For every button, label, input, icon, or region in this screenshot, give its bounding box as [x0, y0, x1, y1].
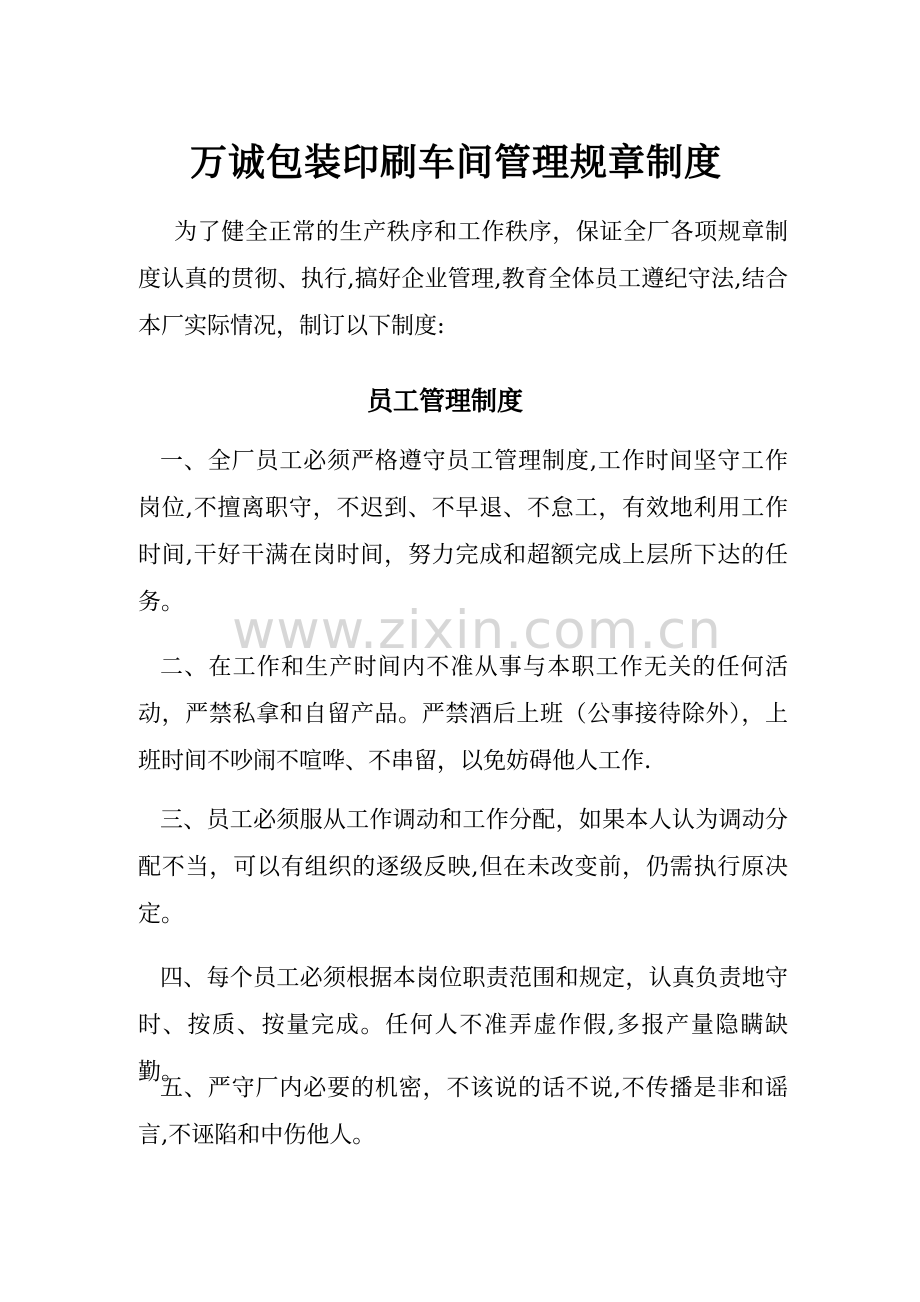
rule-paragraph-3: 三、员工必须服从工作调动和工作分配，如果本人认为调动分配不当，可以有组织的逐级反映,但在未改变前，仍需执行原决定。 — [138, 807, 788, 927]
intro-paragraph: 为了健全正常的生产秩序和工作秩序，保证全厂各项规章制度认真的贯彻、执行,搞好企业管理,教育全体员工遵纪守法,结合本厂实际情况，制订以下制度: — [138, 219, 788, 339]
document-title: 万诚包装印刷车间管理规章制度 — [190, 140, 722, 184]
rule-paragraph-5: 五、严守厂内必要的机密，不该说的话不说,不传播是非和谣言,不诬陷和中伤他人。 — [138, 1075, 788, 1148]
section-heading: 员工管理制度 — [366, 387, 523, 417]
watermark: www.zixin.com.cn — [232, 600, 722, 661]
rule-paragraph-1: 一、全厂员工必须严格遵守员工管理制度,工作时间坚守工作岗位,不擅离职守，不迟到、不早退、不怠工，有效地利用工作时间,干好干满在岗时间，努力完成和超额完成上层所下达的任务。 — [138, 448, 788, 615]
rule-paragraph-2: 二、在工作和生产时间内不准从事与本职工作无关的任何活动，严禁私拿和自留产品。严禁酒后上班（公事接待除外），上班时间不吵闹不喧哗、不串留，以免妨碍他人工作. — [138, 654, 788, 774]
rule-paragraph-4: 四、每个员工必须根据本岗位职责范围和规定，认真负责地守时、按质、按量完成。任何人不准弄虚作假,多报产量隐瞒缺勤。 — [138, 965, 788, 1085]
